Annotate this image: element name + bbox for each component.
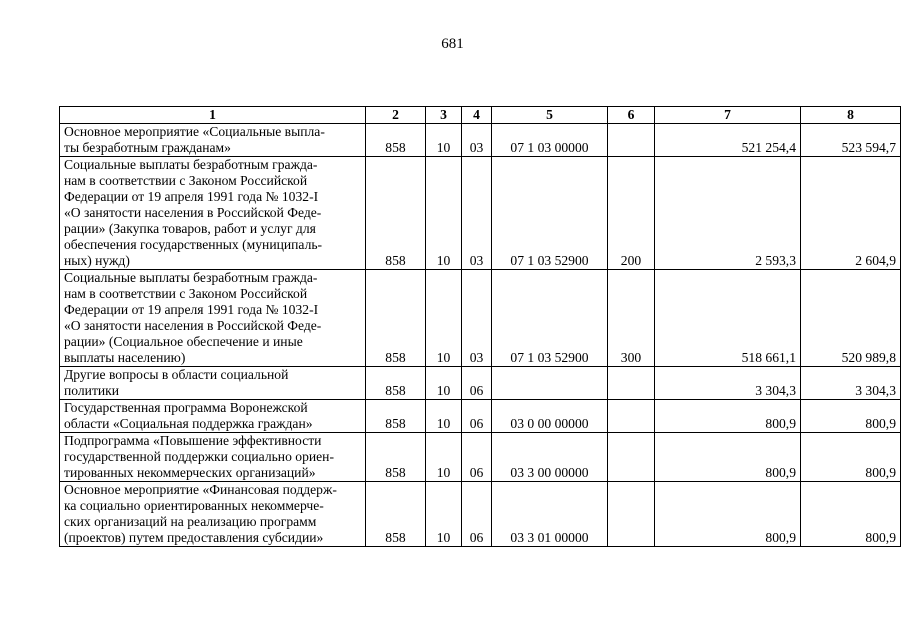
row-subsection: 06	[462, 482, 492, 547]
row-expense-type: 300	[608, 270, 655, 367]
row-section: 10	[426, 270, 462, 367]
table-row	[60, 400, 901, 433]
row-sum-year1: 518 661,1	[655, 270, 801, 367]
row-subsection: 03	[462, 157, 492, 270]
row-section: 10	[426, 433, 462, 482]
row-name: Подпрограмма «Повышение эффективности государственной поддержки социально ориен- тированных некоммерческих организаций»	[60, 433, 366, 482]
row-grbs: 858	[366, 482, 426, 547]
row-name: Социальные выплаты безработным гражда- нам в соответствии с Законом Российской Федерации от 19 апреля 1991 года № 1032-I «О занятости населения в Российской Феде- рации» (Социальное обеспечение и иные выплаты населению)	[60, 270, 366, 367]
row-target-article: 07 1 03 52900	[492, 157, 608, 270]
row-sum-year1: 2 593,3	[655, 157, 801, 270]
row-sum-year2: 2 604,9	[801, 157, 901, 270]
row-expense-type	[608, 400, 655, 433]
table-row	[60, 157, 901, 270]
row-target-article: 03 0 00 00000	[492, 400, 608, 433]
header-row	[60, 107, 901, 124]
row-grbs: 858	[366, 157, 426, 270]
row-subsection: 06	[462, 400, 492, 433]
row-sum-year2: 520 989,8	[801, 270, 901, 367]
row-expense-type	[608, 124, 655, 157]
header-col-7: 7	[655, 107, 801, 124]
table-row	[60, 433, 901, 482]
header-col-6: 6	[608, 107, 655, 124]
row-section: 10	[426, 124, 462, 157]
row-section: 10	[426, 367, 462, 400]
row-subsection: 06	[462, 433, 492, 482]
header-col-1: 1	[60, 107, 366, 124]
row-subsection: 06	[462, 367, 492, 400]
row-sum-year2: 800,9	[801, 433, 901, 482]
row-subsection: 03	[462, 124, 492, 157]
table-header	[60, 107, 901, 124]
row-target-article	[492, 367, 608, 400]
row-name: Другие вопросы в области социальной политики	[60, 367, 366, 400]
header-col-4: 4	[462, 107, 492, 124]
row-target-article: 03 3 01 00000	[492, 482, 608, 547]
row-sum-year2: 523 594,7	[801, 124, 901, 157]
row-grbs: 858	[366, 270, 426, 367]
table-row	[60, 482, 901, 547]
row-name: Основное мероприятие «Социальные выпла- ты безработным гражданам»	[60, 124, 366, 157]
header-col-3: 3	[426, 107, 462, 124]
row-sum-year2: 800,9	[801, 400, 901, 433]
header-col-5: 5	[492, 107, 608, 124]
row-grbs: 858	[366, 367, 426, 400]
row-expense-type: 200	[608, 157, 655, 270]
row-sum-year2: 800,9	[801, 482, 901, 547]
row-expense-type	[608, 433, 655, 482]
row-name: Социальные выплаты безработным гражда- нам в соответствии с Законом Российской Федерации от 19 апреля 1991 года № 1032-I «О занятости населения в Российской Феде- рации» (Закупка товаров, работ и услуг для обеспечения государственных (муниципаль- ных) нужд)	[60, 157, 366, 270]
row-expense-type	[608, 367, 655, 400]
row-name: Государственная программа Воронежской области «Социальная поддержка граждан»	[60, 400, 366, 433]
table-row	[60, 124, 901, 157]
row-grbs: 858	[366, 400, 426, 433]
header-col-8: 8	[801, 107, 901, 124]
table-body	[60, 124, 901, 547]
row-grbs: 858	[366, 433, 426, 482]
row-sum-year1: 521 254,4	[655, 124, 801, 157]
table-row	[60, 270, 901, 367]
row-sum-year1: 800,9	[655, 482, 801, 547]
page-number: 681	[441, 36, 464, 52]
budget-table	[59, 106, 901, 547]
row-grbs: 858	[366, 124, 426, 157]
row-section: 10	[426, 482, 462, 547]
header-col-2: 2	[366, 107, 426, 124]
table-row	[60, 367, 901, 400]
row-name: Основное мероприятие «Финансовая поддерж- ка социально ориентированных некоммерче- ских организаций на реализацию программ (проектов) путем предоставления субсидии»	[60, 482, 366, 547]
row-target-article: 07 1 03 52900	[492, 270, 608, 367]
row-sum-year1: 800,9	[655, 433, 801, 482]
row-section: 10	[426, 400, 462, 433]
row-sum-year2: 3 304,3	[801, 367, 901, 400]
row-sum-year1: 800,9	[655, 400, 801, 433]
row-target-article: 07 1 03 00000	[492, 124, 608, 157]
row-target-article: 03 3 00 00000	[492, 433, 608, 482]
row-sum-year1: 3 304,3	[655, 367, 801, 400]
row-expense-type	[608, 482, 655, 547]
row-subsection: 03	[462, 270, 492, 367]
row-section: 10	[426, 157, 462, 270]
